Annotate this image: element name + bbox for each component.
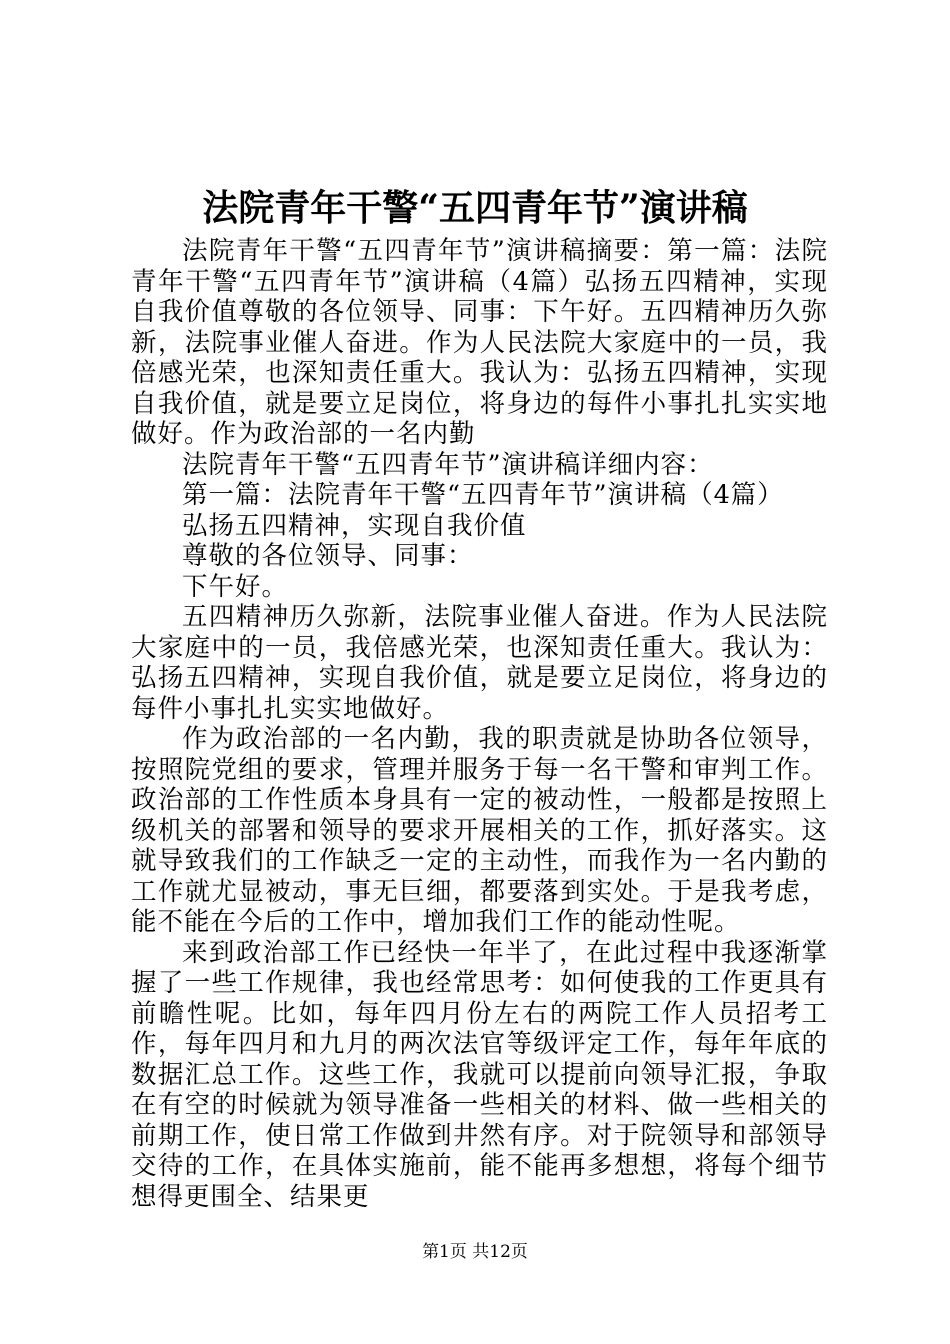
paragraph-summary: 法院青年干警“五四青年节”演讲稿摘要：第一篇：法院青年干警“五四青年节”演讲稿（4篇）弘扬五四精神，实现自我价值尊敬的各位领导、同事：下午好。五四精神历久弥新，法院事业催人奋进。作为人民法院大家庭中的一员，我倍感光荣，也深知责任重大。我认为：弘扬五四精神，实现自我价值，就是要立足岗位，将身边的每件小事扎扎实实地做好。作为政治部的一名内勤	[131, 236, 828, 449]
paragraph-details-heading: 法院青年干警“五四青年节”演讲稿详细内容：	[182, 449, 714, 480]
paragraph-salutation: 尊敬的各位领导、同事：	[182, 541, 474, 571]
paragraph-subtitle: 弘扬五四精神，实现自我价值	[182, 510, 527, 541]
paragraph-body: 作为政治部的一名内勤，我的职责就是协助各位领导，按照院党组的要求，管理并服务于每一名干警和审判工作。政治部的工作性质本身具有一定的被动性，一般都是按照上级机关的部署和领导的要求开展相关的工作，抓好落实。这就导致我们的工作缺乏一定的主动性，而我作为一名内勤的工作就尤显被动，事无巨细，都要落到实处。于是我考虑，能不能在今后的工作中，增加我们工作的能动性呢。	[131, 724, 828, 937]
paragraph-greeting: 下午好。	[182, 571, 289, 602]
paragraph-body: 五四精神历久弥新，法院事业催人奋进。作为人民法院大家庭中的一员，我倍感光荣，也深知责任重大。我认为：弘扬五四精神，实现自我价值，就是要立足岗位，将身边的每件小事扎扎实实地做好。	[131, 602, 828, 724]
paragraph-body: 来到政治部工作已经快一年半了，在此过程中我逐渐掌握了一些工作规律，我也经常思考：如何使我的工作更具有前瞻性呢。比如，每年四月份左右的两院工作人员招考工作，每年四月和九月的两次法官等级评定工作，每年年底的数据汇总工作。这些工作，我就可以提前向领导汇报，争取在有空的时候就为领导准备一些相关的材料、做一些相关的前期工作，使日常工作做到井然有序。对于院领导和部领导交待的工作，在具体实施前，能不能再多想想，将每个细节想得更围全、结果更	[131, 937, 828, 1212]
paragraph-chapter-heading: 第一篇：法院青年干警“五四青年节”演讲稿（4篇）	[182, 480, 784, 510]
document-title: 法院青年干警“五四青年节”演讲稿	[202, 187, 748, 229]
document-body	[131, 236, 828, 1212]
page-number-footer: 第1页 共12页	[422, 1242, 528, 1262]
